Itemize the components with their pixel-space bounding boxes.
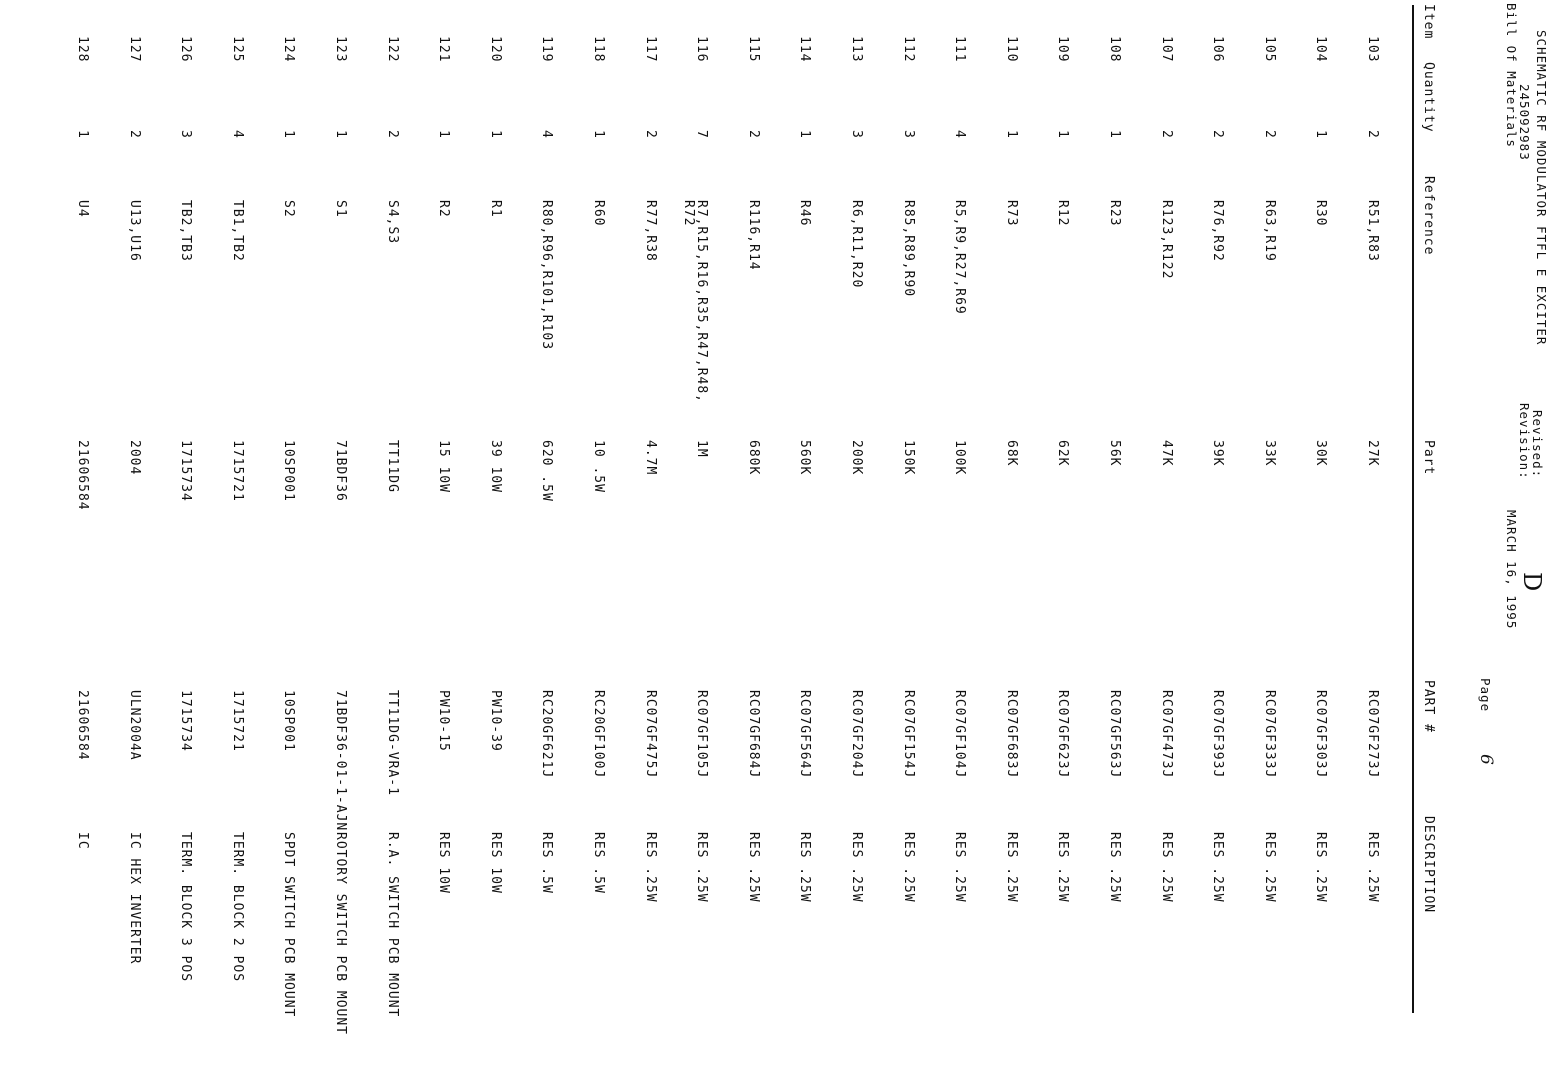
quantity-cell: 1 [1107,130,1122,139]
description-cell: RES .25W [1261,832,1277,903]
description-cell: RES .25W [1003,832,1019,903]
table-row [1288,0,1328,1091]
part-cell: 150K [900,440,916,476]
reference-cell: U4 [75,200,90,218]
reference-cell: R6,R11,R20 [849,200,864,289]
part-number-cell: RC07GF104J [952,690,968,779]
item-cell: 106 [1210,36,1226,63]
reference-cell: R7,R15,R16,R35,R47,R48, [694,200,710,404]
description-cell: TERM. BLOCK 2 POS [229,832,245,983]
description-cell: RES .25W [694,832,710,903]
table-row [463,0,503,1091]
reference-cell: R5,R9,R27,R69 [952,200,968,315]
item-cell: 128 [75,36,90,63]
table-row [1185,0,1225,1091]
reference-cell: R116,R14 [745,200,761,271]
part-cell: 71BDF36 [333,440,348,502]
item-cell: 123 [333,36,348,63]
part-number-cell: PW10-39 [487,690,503,752]
document-number: 245092983 [1517,84,1532,161]
quantity-cell: 4 [952,130,968,139]
item-cell: 112 [900,36,916,63]
description-cell: RES .25W [642,832,658,903]
part-cell: 68K [1003,440,1019,467]
reference-cell: R63,R19 [1261,200,1277,262]
document-title: SCHEMATIC RF MODULATOR FTFL E EXCITER [1534,30,1549,346]
item-cell: 111 [952,36,968,63]
table-row [927,0,967,1091]
item-cell: 116 [694,36,710,63]
item-cell: 104 [1313,36,1329,63]
part-cell: 1715734 [178,440,194,502]
item-cell: 114 [797,36,813,63]
part-cell: 1M [694,440,710,458]
part-number-cell: PW10-15 [436,690,452,752]
reference-cell: TB1,TB2 [229,200,245,262]
part-cell: TT11DG [384,440,400,493]
description-cell: RES .25W [745,832,761,903]
reference-cell: R23 [1107,200,1122,227]
item-cell: 117 [642,36,658,63]
reference-cell: R30 [1313,200,1329,227]
document-date: MARCH 16, 1995 [1504,510,1519,630]
item-cell: 118 [591,36,606,63]
part-cell: 27K [1365,440,1380,467]
part-number-cell: 10SP001 [281,690,297,752]
description-cell: RES .25W [1158,832,1174,903]
quantity-cell: 2 [642,130,658,139]
reference-cell: R77,R38 [642,200,658,262]
reference-cell: R12 [1055,200,1071,227]
item-cell: 124 [281,36,297,63]
item-cell: 113 [849,36,864,63]
part-cell: 39 10W [487,440,503,493]
reference-cell: TB2,TB3 [178,200,194,262]
quantity-cell: 1 [487,130,503,139]
description-cell: RES .25W [1055,832,1071,903]
reference-cell-continued: R72 [681,200,697,227]
quantity-cell: 4 [539,130,555,139]
item-cell: 103 [1365,36,1380,63]
item-cell: 126 [178,36,194,63]
reference-cell: U13,U16 [126,200,142,262]
part-cell: 100K [952,440,968,476]
quantity-cell: 2 [1365,130,1380,139]
table-row [566,0,606,1091]
table-row [360,0,400,1091]
reference-cell: S4,S3 [384,200,400,245]
part-number-cell: ULN2004A [126,690,142,761]
part-number-cell: TT11DG-VRA-1 [384,690,400,796]
revision-label: Revision: [1517,403,1532,480]
part-cell: 620 .5W [539,440,555,502]
part-number-cell: RC07GF273J [1365,690,1380,779]
part-number-cell: 1715721 [229,690,245,752]
part-number-cell: RC07GF684J [745,690,761,779]
table-row [1134,0,1174,1091]
part-number-cell: RC07GF204J [849,690,864,779]
quantity-cell: 1 [333,130,348,139]
quantity-cell: 4 [229,130,245,139]
reference-cell: R73 [1003,200,1019,227]
table-row [411,0,451,1091]
part-number-cell: RC07GF683J [1003,690,1019,779]
table-row [1030,0,1070,1091]
part-number-cell: RC07GF333J [1261,690,1277,779]
table-row [1082,0,1122,1091]
page-number: 6 [1476,754,1496,765]
reference-cell: S2 [281,200,297,218]
part-number-cell: RC07GF623J [1055,690,1071,779]
description-cell: IC [75,832,90,850]
part-cell: 4.7M [642,440,658,476]
quantity-cell: 2 [1210,130,1226,139]
table-row [50,0,90,1091]
item-cell: 125 [229,36,245,63]
quantity-cell: 2 [1261,130,1277,139]
part-cell: 62K [1055,440,1071,467]
column-header-description: DESCRIPTION [1421,816,1436,914]
quantity-cell: 2 [126,130,142,139]
column-header-item: Item [1421,4,1436,40]
table-row [721,0,761,1091]
quantity-cell: 3 [178,130,194,139]
table-row [256,0,296,1091]
table-row [205,0,245,1091]
quantity-cell: 3 [849,130,864,139]
part-cell: 560K [797,440,813,476]
reference-cell: R1 [487,200,503,218]
part-cell: 15 10W [436,440,452,493]
reference-cell: R85,R89,R90 [900,200,916,298]
revised-label: Revised: [1530,410,1545,479]
description-cell: RES .25W [849,832,864,903]
quantity-cell: 7 [694,130,710,139]
description-cell: RES .5W [539,832,555,894]
part-number-cell: RC07GF105J [694,690,710,779]
column-header-part-number: PART # [1421,680,1436,733]
part-number-cell: 21606584 [75,690,90,761]
quantity-cell: 1 [591,130,606,139]
description-cell: R.A. SWITCH PCB MOUNT [384,832,400,1018]
quantity-cell: 1 [797,130,813,139]
document-subtitle: Bill Of Materials [1504,3,1519,148]
description-cell: RES .5W [591,832,606,894]
description-cell: RES 10W [436,832,452,894]
part-number-cell: RC20GF100J [591,690,606,779]
quantity-cell: 1 [1055,130,1071,139]
part-cell: 30K [1313,440,1329,467]
description-cell: RES .25W [1210,832,1226,903]
item-cell: 119 [539,36,555,63]
table-row [876,0,916,1091]
part-cell: 39K [1210,440,1226,467]
part-cell: 33K [1261,440,1277,467]
part-cell: 56K [1107,440,1122,467]
quantity-cell: 1 [436,130,452,139]
description-cell: ROTORY SWITCH PCB MOUNT [333,832,348,1036]
part-cell: 680K [745,440,761,476]
item-cell: 105 [1261,36,1277,63]
revision-value: D [1518,572,1546,592]
table-row [1237,0,1277,1091]
description-cell: TERM. BLOCK 3 POS [178,832,194,983]
reference-cell: R76,R92 [1210,200,1226,262]
table-row [824,0,864,1091]
part-number-cell: 71BDF36-01-1-AJN [333,690,348,832]
table-row [514,0,554,1091]
table-row [1340,0,1380,1091]
item-cell: 122 [384,36,400,63]
reference-cell: R80,R96,R101,R103 [539,200,555,351]
description-cell: RES .25W [797,832,813,903]
table-row [153,0,193,1091]
description-cell: SPDT SWITCH PCB MOUNT [281,832,297,1018]
part-cell: 2004 [126,440,142,476]
quantity-cell: 3 [900,130,916,139]
item-cell: 109 [1055,36,1071,63]
quantity-cell: 2 [1158,130,1174,139]
description-cell: RES .25W [1313,832,1329,903]
reference-cell: R60 [591,200,606,227]
part-cell: 47K [1158,440,1174,467]
table-row [772,0,812,1091]
part-number-cell: RC07GF564J [797,690,813,779]
header-rule [1412,5,1414,1013]
reference-cell: R123,R122 [1158,200,1174,280]
description-cell: RES .25W [900,832,916,903]
column-header-part: Part [1421,440,1436,476]
reference-cell: R46 [797,200,813,227]
quantity-cell: 1 [75,130,90,139]
quantity-cell: 2 [745,130,761,139]
column-header-reference: Reference [1421,176,1436,256]
part-number-cell: RC07GF154J [900,690,916,779]
quantity-cell: 1 [1313,130,1329,139]
item-cell: 120 [487,36,503,63]
table-row [102,0,142,1091]
part-number-cell: RC20GF621J [539,690,555,779]
table-row [979,0,1019,1091]
table-row [308,0,348,1091]
description-cell: RES .25W [952,832,968,903]
item-cell: 107 [1158,36,1174,63]
part-cell: 21606584 [75,440,90,511]
part-number-cell: 1715734 [178,690,194,752]
reference-cell: R2 [436,200,452,218]
item-cell: 115 [745,36,761,63]
quantity-cell: 1 [281,130,297,139]
part-cell: 10SP001 [281,440,297,502]
description-cell: RES .25W [1365,832,1380,903]
description-cell: RES 10W [487,832,503,894]
table-row [618,0,658,1091]
reference-cell: R51,R83 [1365,200,1380,262]
reference-cell: S1 [333,200,348,218]
item-cell: 110 [1003,36,1019,63]
part-number-cell: RC07GF303J [1313,690,1329,779]
part-number-cell: RC07GF393J [1210,690,1226,779]
quantity-cell: 2 [384,130,400,139]
part-cell: 1715721 [229,440,245,502]
part-cell: 10 .5W [591,440,606,493]
description-cell: IC HEX INVERTER [126,832,142,965]
table-row [669,0,709,1091]
description-cell: RES .25W [1107,832,1122,903]
column-header-quantity: Quantity [1421,62,1436,133]
part-cell: 200K [849,440,864,476]
item-cell: 127 [126,36,142,63]
item-cell: 121 [436,36,452,63]
part-number-cell: RC07GF475J [642,690,658,779]
quantity-cell: 1 [1003,130,1019,139]
item-cell: 108 [1107,36,1122,63]
part-number-cell: RC07GF473J [1158,690,1174,779]
page-label: Page [1478,678,1493,713]
part-number-cell: RC07GF563J [1107,690,1122,779]
